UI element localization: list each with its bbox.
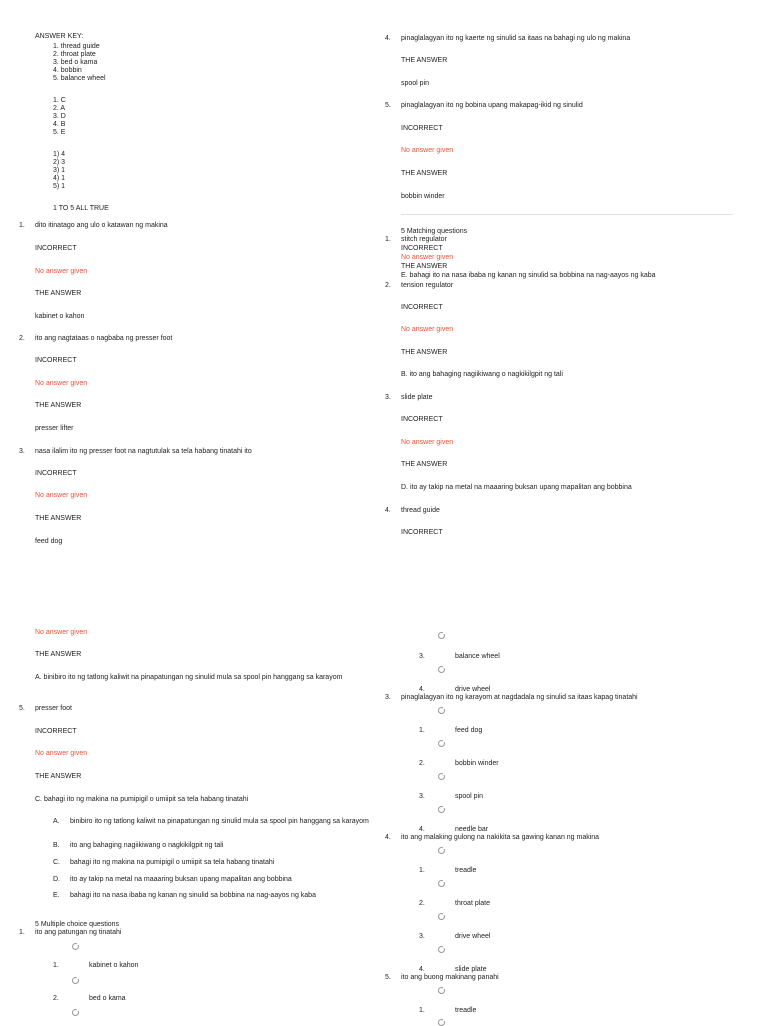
option-label: needle bar xyxy=(455,826,489,833)
question-number: 2. xyxy=(385,282,391,289)
choice-letter: B. xyxy=(53,842,60,849)
list-item: 5. balance wheel xyxy=(53,75,106,83)
choice-letter: D. xyxy=(53,876,60,883)
result-incorrect: INCORRECT xyxy=(401,125,443,132)
question-number: 2. xyxy=(19,335,25,342)
option-label: drive wheel xyxy=(455,686,491,693)
option-number: 3. xyxy=(419,933,425,940)
question-number: 4. xyxy=(385,35,391,42)
option-label: slide plate xyxy=(455,966,487,973)
answer-key-list-2 xyxy=(53,97,66,137)
list-item: 5) 1 xyxy=(53,183,66,191)
option-label: bobbin winder xyxy=(455,760,499,767)
list-item: 5. E xyxy=(53,129,66,137)
question-number: 1. xyxy=(19,929,25,936)
question-text: dito itinatago ang ulo o katawan ng makina xyxy=(35,222,168,229)
question-number: 1. xyxy=(385,236,391,243)
correct-answer: D. ito ay takip na metal na maaaring buksan upang mapalitan ang bobbina xyxy=(401,484,632,491)
section-heading: 5 Multiple choice questions xyxy=(35,921,120,928)
radio-option[interactable] xyxy=(438,740,445,747)
question-text: nasa ilalim ito ng presser foot na nagtutulak sa tela habang tinatahi ito xyxy=(35,448,252,455)
question-text: tension regulator xyxy=(401,282,454,289)
no-answer-label: No answer given xyxy=(35,268,88,275)
option-number: 4. xyxy=(419,826,425,833)
choice-letter: A. xyxy=(53,818,60,825)
the-answer-label: THE ANSWER xyxy=(35,290,82,297)
question-number: 4. xyxy=(385,507,391,514)
the-answer-label: THE ANSWER xyxy=(401,349,448,356)
list-item: 3. bed o kama xyxy=(53,59,98,67)
option-number: 1. xyxy=(419,867,425,874)
option-number: 3. xyxy=(419,793,425,800)
list-item: 1. C xyxy=(53,97,66,104)
list-item: 4. B xyxy=(53,121,66,129)
option-label: spool pin xyxy=(455,793,484,800)
correct-answer: kabinet o kahon xyxy=(35,313,85,320)
no-answer-label: No answer given xyxy=(401,439,454,446)
result-incorrect: INCORRECT xyxy=(35,470,77,477)
list-item: 3) 1 xyxy=(53,167,66,175)
list-item: 2. A xyxy=(53,105,66,113)
result-incorrect: INCORRECT xyxy=(35,245,77,252)
radio-option[interactable] xyxy=(438,913,445,920)
question-text: stitch regulator xyxy=(401,236,447,243)
answer-key-title: ANSWER KEY: xyxy=(35,33,84,40)
option-label: treadle xyxy=(455,1007,477,1014)
option-number: 4. xyxy=(419,686,425,693)
correct-answer: B. ito ang bahaging nagiikiwang o nagkikilgpit ng tali xyxy=(401,371,563,378)
list-item: 1) 4 xyxy=(53,151,66,158)
result-incorrect: INCORRECT xyxy=(401,245,443,252)
choice-text: bahagi ito ng makina na pumipigil o umiipit sa tela habang tinatahi xyxy=(70,859,275,866)
result-incorrect: INCORRECT xyxy=(401,529,443,536)
list-item: 1. thread guide xyxy=(53,43,100,50)
correct-answer: bobbin winder xyxy=(401,193,445,200)
choice-letter: E. xyxy=(53,892,60,899)
question-number: 5. xyxy=(385,974,391,981)
question-number: 3. xyxy=(19,448,25,455)
divider xyxy=(401,214,733,215)
option-number: 2. xyxy=(53,995,59,1002)
option-label: feed dog xyxy=(455,727,483,734)
option-label: balance wheel xyxy=(455,653,500,660)
radio-option[interactable] xyxy=(438,666,445,673)
option-label: treadle xyxy=(455,867,477,874)
no-answer-label: No answer given xyxy=(35,750,88,757)
no-answer-label: No answer given xyxy=(401,254,454,261)
correct-answer: A. binibiro ito ng tatlong kaliwit na pinapatungan ng sinulid mula sa spool pin hanggang sa karayom xyxy=(35,674,343,681)
option-number: 1. xyxy=(419,1007,425,1014)
question-text: ito ang patungan ng tinatahi xyxy=(35,929,122,936)
radio-option[interactable] xyxy=(438,773,445,780)
the-answer-label: THE ANSWER xyxy=(35,402,82,409)
radio-option[interactable] xyxy=(438,707,445,714)
option-number: 2. xyxy=(419,900,425,907)
the-answer-label: THE ANSWER xyxy=(401,461,448,468)
choice-letter: C. xyxy=(53,859,60,866)
option-number: 1. xyxy=(419,727,425,734)
the-answer-label: THE ANSWER xyxy=(35,515,82,522)
radio-option[interactable] xyxy=(438,946,445,953)
answer-key-list-1 xyxy=(53,43,106,83)
option-label: kabinet o kahon xyxy=(89,962,139,969)
radio-option[interactable] xyxy=(72,1009,79,1016)
the-answer-label: THE ANSWER xyxy=(401,57,448,64)
option-label: bed o kama xyxy=(89,995,126,1002)
option-number: 2. xyxy=(419,760,425,767)
question-number: 5. xyxy=(19,705,25,712)
correct-answer: C. bahagi ito ng makina na pumipigil o umiipit sa tela habang tinatahi xyxy=(35,796,249,803)
list-item: 3. D xyxy=(53,113,66,121)
question-text: ito ang malaking gulong na nakikita sa gawing kanan ng makina xyxy=(401,834,600,841)
option-number: 1. xyxy=(53,962,59,969)
question-text: thread guide xyxy=(401,507,440,514)
question-text: pinaglalagyan ito ng karayom at nagdadala ng sinulid sa itaas kapag tinatahi xyxy=(401,694,638,701)
question-number: 5. xyxy=(385,102,391,109)
answer-key-list-3 xyxy=(53,151,65,191)
the-answer-label: THE ANSWER xyxy=(35,773,82,780)
choice-text: bahagi ito na nasa ibaba ng kanan ng sinulid sa bobbina na nag-aayos ng kaba xyxy=(70,892,316,899)
question-text: pinaglalagyan ito ng kaerte ng sinulid sa itaas na bahagi ng ulo ng makina xyxy=(401,35,631,42)
radio-option[interactable] xyxy=(438,987,445,994)
option-label: throat plate xyxy=(455,900,491,907)
correct-answer: spool pin xyxy=(401,80,430,87)
question-number: 4. xyxy=(385,834,391,841)
result-incorrect: INCORRECT xyxy=(401,304,443,311)
choice-text: ito ang bahaging nagiikiwang o nagkikilgpit ng tali xyxy=(70,842,224,849)
question-text: ito ang nagtataas o nagbaba ng presser foot xyxy=(35,335,173,342)
list-item: 2) 3 xyxy=(53,159,66,167)
question-number: 3. xyxy=(385,394,391,401)
question-text: pinaglalagyan ito ng bobina upang makapag-ikid ng sinulid xyxy=(401,102,583,109)
result-incorrect: INCORRECT xyxy=(35,357,77,364)
the-answer-label: THE ANSWER xyxy=(401,170,448,177)
list-item: 2. throat plate xyxy=(53,51,96,59)
option-number: 4. xyxy=(419,966,425,973)
no-answer-label: No answer given xyxy=(35,380,88,387)
option-label: drive wheel xyxy=(455,933,491,940)
option-number: 3. xyxy=(419,653,425,660)
choice-text: binibiro ito ng tatlong kaliwit na pinapatungan ng sinulid mula sa spool pin hanggang sa karayom xyxy=(70,818,369,825)
question-text: ito ang buong makinang panahi xyxy=(401,974,499,981)
radio-option[interactable] xyxy=(438,632,445,639)
no-answer-label: No answer given xyxy=(401,326,454,333)
radio-option[interactable] xyxy=(72,943,79,950)
the-answer-label: THE ANSWER xyxy=(401,263,448,270)
radio-option[interactable] xyxy=(72,977,79,984)
answer-key-note: 1 TO 5 ALL TRUE xyxy=(53,205,109,212)
correct-answer: feed dog xyxy=(35,538,63,545)
choice-text: ito ay takip na metal na maaaring buksan upang mapalitan ang bobbina xyxy=(70,876,292,883)
radio-option[interactable] xyxy=(438,806,445,813)
list-item: 4) 1 xyxy=(53,175,66,183)
list-item: 4. bobbin xyxy=(53,67,82,75)
result-incorrect: INCORRECT xyxy=(35,728,77,735)
radio-option[interactable] xyxy=(438,847,445,854)
no-answer-label: No answer given xyxy=(35,629,88,636)
correct-answer: E. bahagi ito na nasa ibaba ng kanan ng sinulid sa bobbina na nag-aayos ng kaba xyxy=(401,272,656,279)
question-text: slide plate xyxy=(401,394,433,401)
no-answer-label: No answer given xyxy=(401,147,454,154)
result-incorrect: INCORRECT xyxy=(401,416,443,423)
radio-option[interactable] xyxy=(438,1019,445,1026)
question-text: presser foot xyxy=(35,705,72,712)
section-heading: 5 Matching questions xyxy=(401,228,468,235)
correct-answer: presser lifter xyxy=(35,425,74,432)
question-number: 1. xyxy=(19,222,25,229)
the-answer-label: THE ANSWER xyxy=(35,651,82,658)
no-answer-label: No answer given xyxy=(35,492,88,499)
radio-option[interactable] xyxy=(438,880,445,887)
question-number: 3. xyxy=(385,694,391,701)
